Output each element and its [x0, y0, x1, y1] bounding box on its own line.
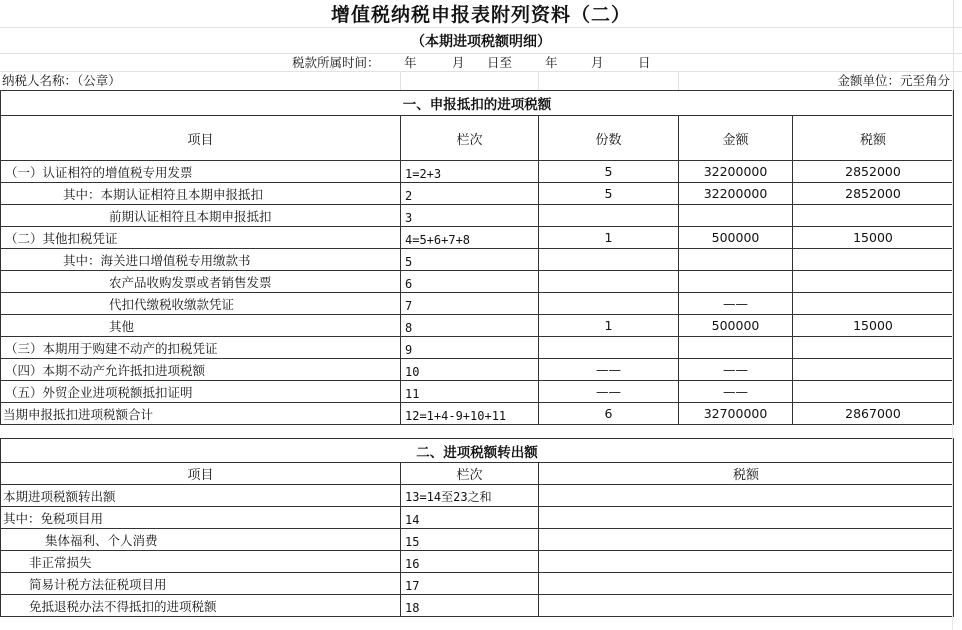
item-cell[interactable]: 集体福利、个人消费	[1, 529, 401, 551]
item-cell[interactable]: 代扣代缴税收缴款凭证	[1, 293, 401, 315]
table-row	[1, 529, 954, 551]
col-header-line: 栏次	[401, 463, 539, 485]
tax-cell[interactable]	[793, 381, 954, 403]
item-cell[interactable]: 本期进项税额转出额	[1, 485, 401, 507]
tax-cell[interactable]	[539, 485, 954, 507]
line-cell[interactable]: 8	[401, 315, 539, 337]
line-cell[interactable]: 18	[401, 595, 539, 617]
item-cell[interactable]: 农产品收购发票或者销售发票	[1, 271, 401, 293]
table-row	[1, 227, 954, 249]
period-end-year[interactable]: 年	[545, 55, 558, 70]
period-start-year[interactable]: 年	[404, 55, 417, 70]
period-start-month[interactable]: 月	[452, 55, 465, 70]
line-cell[interactable]: 14	[401, 507, 539, 529]
amount-cell[interactable]: ——	[679, 359, 793, 381]
line-cell[interactable]: 6	[401, 271, 539, 293]
item-cell[interactable]: （一）认证相符的增值税专用发票	[1, 161, 401, 183]
tax-cell[interactable]	[539, 507, 954, 529]
table-row	[1, 161, 954, 183]
item-cell[interactable]: 前期认证相符且本期申报抵扣	[1, 205, 401, 227]
input-tax-deduction-table	[0, 90, 954, 425]
amount-cell[interactable]	[679, 337, 793, 359]
col-header-amount: 金额	[679, 116, 793, 161]
line-cell[interactable]: 16	[401, 551, 539, 573]
table-row	[1, 249, 954, 271]
tax-cell[interactable]	[793, 205, 954, 227]
count-cell[interactable]	[539, 249, 679, 271]
line-cell[interactable]: 12=1+4-9+10+11	[401, 403, 539, 425]
line-cell[interactable]: 11	[401, 381, 539, 403]
table-row	[1, 271, 954, 293]
line-cell[interactable]: 1=2+3	[401, 161, 539, 183]
item-cell[interactable]: 其中：免税项目用	[1, 507, 401, 529]
item-cell[interactable]: （三）本期用于购建不动产的扣税凭证	[1, 337, 401, 359]
gridline	[953, 0, 954, 90]
table-row	[1, 183, 954, 205]
count-cell[interactable]	[539, 271, 679, 293]
period-end-month[interactable]: 月	[591, 55, 604, 70]
tax-cell[interactable]	[793, 271, 954, 293]
line-cell[interactable]: 9	[401, 337, 539, 359]
gridline	[400, 72, 401, 90]
item-cell[interactable]: 免抵退税办法不得抵扣的进项税额	[1, 595, 401, 617]
count-cell[interactable]	[539, 337, 679, 359]
amount-cell[interactable]	[679, 249, 793, 271]
item-cell[interactable]: （二）其他扣税凭证	[1, 227, 401, 249]
table-row	[1, 573, 954, 595]
col-header-tax: 税额	[539, 463, 954, 485]
amount-cell[interactable]	[679, 271, 793, 293]
table-row	[1, 293, 954, 315]
amount-cell[interactable]	[679, 205, 793, 227]
item-cell[interactable]: 其中：本期认证相符且本期申报抵扣	[1, 183, 401, 205]
adjacent-empty-column	[952, 90, 962, 630]
count-cell[interactable]: 5	[539, 183, 679, 205]
tax-cell[interactable]	[793, 359, 954, 381]
tax-cell[interactable]: 2852000	[793, 161, 954, 183]
section1-title: 一、申报抵扣的进项税额	[1, 91, 954, 116]
amount-cell[interactable]: 32200000	[679, 161, 793, 183]
tax-cell[interactable]	[539, 551, 954, 573]
taxpayer-row	[0, 72, 962, 90]
tax-cell[interactable]: 15000	[793, 315, 954, 337]
amount-cell[interactable]: 32200000	[679, 183, 793, 205]
count-cell[interactable]	[539, 205, 679, 227]
count-cell[interactable]: 5	[539, 161, 679, 183]
amount-cell[interactable]: ——	[679, 293, 793, 315]
period-start-day[interactable]: 日至	[487, 55, 513, 70]
form-subtitle: （本期进项税额明细）	[0, 28, 962, 54]
table-row	[1, 403, 954, 425]
col-header-item: 项目	[1, 463, 401, 485]
line-cell[interactable]: 3	[401, 205, 539, 227]
table-row	[1, 551, 954, 573]
count-cell[interactable]: ——	[539, 359, 679, 381]
count-cell[interactable]: ——	[539, 381, 679, 403]
amount-cell[interactable]: 500000	[679, 315, 793, 337]
form-title: 增值税纳税申报表附列资料（二）	[0, 0, 962, 28]
line-cell[interactable]: 15	[401, 529, 539, 551]
count-cell[interactable]: 6	[539, 403, 679, 425]
tax-cell[interactable]	[793, 293, 954, 315]
col-header-count: 份数	[539, 116, 679, 161]
line-cell[interactable]: 13=14至23之和	[401, 485, 539, 507]
tax-cell[interactable]: 15000	[793, 227, 954, 249]
item-cell[interactable]: （五）外贸企业进项税额抵扣证明	[1, 381, 401, 403]
amount-cell[interactable]: ——	[679, 381, 793, 403]
item-cell[interactable]: 简易计税方法征税项目用	[1, 573, 401, 595]
table-row	[1, 485, 954, 507]
table-row	[1, 381, 954, 403]
line-cell[interactable]: 2	[401, 183, 539, 205]
item-cell[interactable]: （四）本期不动产允许抵扣进项税额	[1, 359, 401, 381]
gridline	[678, 72, 679, 90]
tax-cell[interactable]	[793, 249, 954, 271]
table-row	[1, 595, 954, 617]
line-cell[interactable]: 10	[401, 359, 539, 381]
tax-cell[interactable]	[539, 573, 954, 595]
count-cell[interactable]: 1	[539, 227, 679, 249]
item-cell[interactable]: 其中：海关进口增值税专用缴款书	[1, 249, 401, 271]
table-row	[1, 205, 954, 227]
tax-cell[interactable]: 2867000	[793, 403, 954, 425]
tax-period-row	[0, 54, 962, 72]
tax-period-label: 税款所属时间：	[292, 55, 380, 70]
tax-cell[interactable]	[539, 595, 954, 617]
gridline	[538, 72, 539, 90]
table-row	[1, 359, 954, 381]
amount-cell[interactable]: 500000	[679, 227, 793, 249]
input-tax-transfer-out-table	[0, 438, 954, 617]
amount-cell[interactable]: 32700000	[679, 403, 793, 425]
line-cell[interactable]: 7	[401, 293, 539, 315]
item-cell[interactable]: 其他	[1, 315, 401, 337]
line-cell[interactable]: 17	[401, 573, 539, 595]
section2-title: 二、进项税额转出额	[1, 439, 954, 463]
count-cell[interactable]	[539, 293, 679, 315]
item-cell[interactable]: 当期申报抵扣进项税额合计	[1, 403, 401, 425]
tax-cell[interactable]	[539, 529, 954, 551]
period-end-day[interactable]: 日	[638, 55, 651, 70]
col-header-tax: 税额	[793, 116, 954, 161]
line-cell[interactable]: 5	[401, 249, 539, 271]
table-row	[1, 507, 954, 529]
table-row	[1, 337, 954, 359]
count-cell[interactable]: 1	[539, 315, 679, 337]
table-row	[1, 315, 954, 337]
line-cell[interactable]: 4=5+6+7+8	[401, 227, 539, 249]
tax-cell[interactable]	[793, 337, 954, 359]
col-header-item: 项目	[1, 116, 401, 161]
taxpayer-name-label: 纳税人名称：（公章）	[2, 73, 121, 88]
item-cell[interactable]: 非正常损失	[1, 551, 401, 573]
tax-cell[interactable]: 2852000	[793, 183, 954, 205]
col-header-line: 栏次	[401, 116, 539, 161]
amount-unit-label: 金额单位：元至角分	[837, 73, 950, 88]
